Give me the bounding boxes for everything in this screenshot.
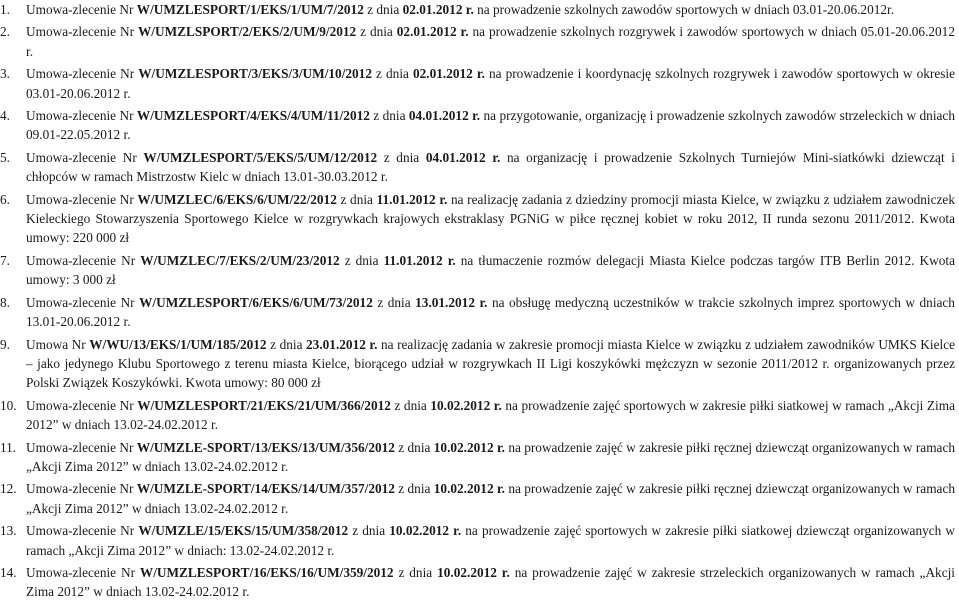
item-number: 12. — [0, 481, 17, 497]
item-description: na prowadzenie zajęć w zakresie piłki ręcznej dziewcząt organizowanych w ramach „Akcji Zima 2012” w dniach 13.02-24.02.2012 r. — [26, 439, 955, 474]
item-mid: z dnia — [394, 481, 434, 497]
contract-number: W/UMZLEC/6/EKS/6/UM/22/2012 — [137, 191, 337, 207]
list-item — [0, 438, 955, 477]
item-prefix: Umowa-zlecenie Nr — [26, 149, 144, 165]
item-prefix: Umowa-zlecenie Nr — [26, 294, 140, 310]
list-item — [0, 563, 955, 602]
item-number: 9. — [0, 336, 10, 352]
item-description: na tłumaczenie rozmów delegacji Miasta Kielce podczas targów ITB Berlin 2012. Kwota umowy: 3 000 zł — [26, 252, 955, 288]
contract-number: W/UMZLSPORT/2/EKS/2/UM/9/2012 — [137, 24, 357, 40]
contract-number: W/UMZLESPORT/6/EKS/6/UM/73/2012 — [139, 294, 373, 310]
item-description: na prowadzenie szkolnych zawodów sportowych w dniach 03.01-20.06.2012r. — [473, 2, 895, 17]
item-mid: z dnia — [266, 336, 307, 352]
list-item — [0, 396, 955, 435]
item-mid: z dnia — [363, 2, 403, 17]
item-prefix: Umowa-zlecenie Nr — [26, 66, 139, 82]
list-item — [0, 0, 955, 19]
item-mid: z dnia — [371, 66, 413, 82]
item-prefix: Umowa-zlecenie Nr — [26, 108, 137, 124]
contract-date: 10.02.2012 r. — [433, 439, 505, 455]
contract-date: 23.01.2012 r. — [306, 336, 378, 352]
contract-number: W/UMZLEC/7/EKS/2/UM/23/2012 — [140, 252, 340, 268]
list-item — [0, 479, 955, 518]
item-prefix: Umowa-zlecenie Nr — [26, 252, 141, 268]
contract-date: 04.01.2012 r. — [425, 149, 501, 165]
contract-date: 10.02.2012 r. — [437, 564, 510, 580]
item-description: na prowadzenie zajęć sportowych w zakresie piłki siatkowej dziewcząt organizowanych w ramach „Akcji Zima 2012” w dniach: 13.02-24.02.2012 r. — [26, 523, 955, 558]
contract-number: W/UMZLE-SPORT/14/EKS/14/UM/357/2012 — [136, 481, 395, 497]
item-prefix: Umowa-zlecenie Nr — [26, 2, 137, 17]
item-description: na przygotowanie, organizację i prowadzenie szkolnych zawodów strzeleckich w dniach 09.01-22.05.2012 r. — [26, 108, 955, 143]
item-mid: z dnia — [393, 564, 438, 580]
contract-date: 02.01.2012 r. — [412, 66, 485, 82]
item-description: na prowadzenie i koordynację szkolnych rozgrywek i zawodów sportowych w okresie 03.01-20.06.2012 r. — [26, 66, 955, 101]
contract-date: 10.02.2012 r. — [389, 523, 462, 539]
item-mid: z dnia — [348, 523, 390, 539]
item-description: na realizację zadania w zakresie promocji miasta Kielce w związku z udziałem zawodników UMKS Kielce – jako jedynego Klubu Sportowego z terenu miasta Kielce, biorącego udział w rozgrywkach II Ligi koszykówki mężczyzn w sezonie 2011/2012 r. organizowanych przez Polski Związek Koszykówki. Kwota umowy: 80 000 zł — [26, 336, 956, 391]
contract-number: W/UMZLE/15/EKS/15/UM/358/2012 — [138, 523, 349, 539]
item-number: 4. — [0, 108, 10, 124]
item-number: 6. — [0, 191, 10, 207]
item-description: na prowadzenie zajęć w zakresie strzeleckich organizowanych w ramach „Akcji Zima 2012” w dniach 13.02-24.02.2012 r. — [26, 564, 955, 600]
item-number: 7. — [0, 252, 10, 268]
item-description: na realizację zadania z dziedziny promocji miasta Kielce, w związku z udziałem zawodniczek Kieleckiego Stowarzyszenia Sportowego Kielce w rozgrywkach krajowych ekstraklasy PGNiG w piłce ręcznej kobiet w roku 2012, II runda sezonu 2011/2012. Kwota umowy: 220 000 zł — [26, 191, 955, 246]
item-number: 10. — [0, 397, 17, 413]
list-item — [0, 521, 955, 560]
item-prefix: Umowa-zlecenie Nr — [26, 564, 140, 580]
item-description: na obsługę medyczną uczestników w trakcie szkolnych imprez sportowych w dniach 13.01-20.06.2012 r. — [26, 294, 955, 330]
item-mid: z dnia — [394, 439, 434, 455]
item-number: 8. — [0, 294, 10, 310]
contract-date: 10.02.2012 r. — [430, 397, 502, 413]
item-number: 3. — [0, 66, 10, 82]
item-prefix: Umowa-zlecenie Nr — [26, 439, 137, 455]
item-prefix: Umowa Nr — [26, 336, 90, 352]
item-description: na organizację i prowadzenie Szkolnych Turniejów Mini-siatkówki dziewcząt i chłopców w ramach Mistrzostw Kielc w dniach 13.01-30.03.2012 r. — [26, 149, 955, 185]
item-number: 14. — [0, 564, 17, 580]
item-number: 13. — [0, 523, 17, 539]
contract-date: 13.01.2012 r. — [415, 294, 488, 310]
item-mid: z dnia — [390, 397, 431, 413]
contract-number: W/UMZLE-SPORT/13/EKS/13/UM/356/2012 — [136, 439, 395, 455]
contract-number: W/UMZLESPORT/21/EKS/21/UM/366/2012 — [137, 397, 391, 413]
list-item — [0, 293, 955, 332]
item-mid: z dnia — [377, 149, 426, 165]
contract-number: W/UMZLESPORT/3/EKS/3/UM/10/2012 — [138, 66, 372, 82]
item-mid: z dnia — [372, 294, 416, 310]
contract-date: 02.01.2012 r. — [402, 2, 474, 17]
contract-date: 02.01.2012 r. — [396, 24, 469, 40]
item-number: 1. — [0, 2, 10, 17]
item-mid: z dnia — [336, 191, 377, 207]
list-item — [0, 251, 955, 290]
list-item — [0, 64, 955, 103]
contract-date: 10.02.2012 r. — [433, 481, 505, 497]
list-item — [0, 148, 955, 187]
contract-number: W/WU/13/EKS/1/UM/185/2012 — [89, 336, 267, 352]
item-prefix: Umowa-zlecenie Nr — [26, 191, 138, 207]
item-description: na prowadzenie zajęć sportowych w zakresie piłki siatkowej w ramach „Akcji Zima 2012” w dniach 13.02-24.02.2012 r. — [26, 397, 955, 433]
item-number: 11. — [0, 439, 17, 455]
item-mid: z dnia — [339, 252, 384, 268]
list-item — [0, 190, 955, 248]
item-number: 5. — [0, 149, 10, 165]
contract-number: W/UMZLESPORT/4/EKS/4/UM/11/2012 — [136, 108, 370, 124]
item-description: na prowadzenie zajęć w zakresie piłki ręcznej dziewcząt organizowanych w ramach „Akcji Zima 2012” w dniach 13.02-24.02.2012 r. — [26, 481, 955, 516]
item-prefix: Umowa-zlecenie Nr — [26, 481, 137, 497]
list-item — [0, 22, 955, 61]
contract-date: 11.01.2012 r. — [376, 191, 448, 207]
contract-date: 11.01.2012 r. — [383, 252, 456, 268]
item-prefix: Umowa-zlecenie Nr — [26, 523, 139, 539]
contract-date: 04.01.2012 r. — [408, 108, 481, 124]
item-number: 2. — [0, 24, 10, 40]
contract-number: W/UMZLESPORT/1/EKS/1/UM/7/2012 — [136, 2, 364, 17]
item-description: na prowadzenie szkolnych rozgrywek i zawodów sportowych w dniach 05.01-20.06.2012 r. — [26, 24, 955, 59]
item-mid: z dnia — [356, 24, 397, 40]
list-item — [0, 335, 955, 393]
item-prefix: Umowa-zlecenie Nr — [26, 397, 138, 413]
list-item — [0, 106, 955, 145]
contract-number: W/UMZLESPORT/5/EKS/5/UM/12/2012 — [143, 149, 378, 165]
item-mid: z dnia — [369, 108, 409, 124]
item-prefix: Umowa-zlecenie Nr — [26, 24, 138, 40]
contract-number: W/UMZLESPORT/16/EKS/16/UM/359/2012 — [139, 564, 394, 580]
